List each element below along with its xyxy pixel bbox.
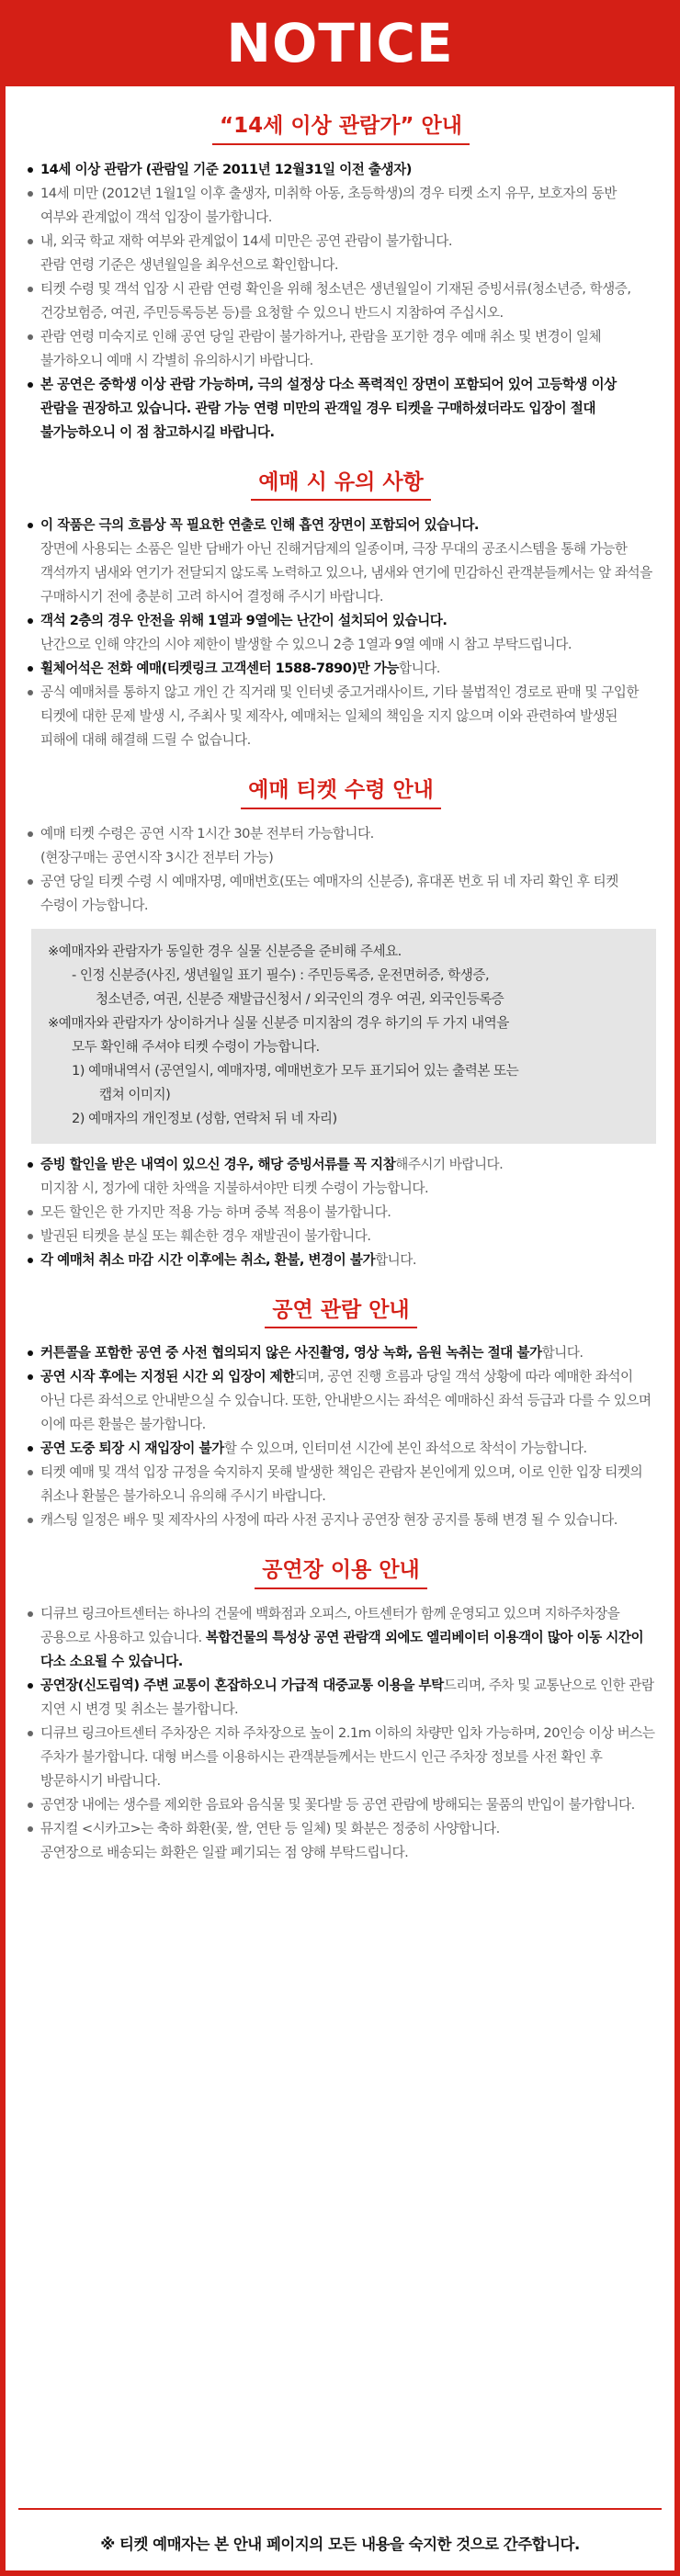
box-line: - 인정 신분증(사진, 생년월일 표기 필수) : 주민등록증, 운전면허증, 학생증,: [72, 966, 490, 983]
notice-item-text: 합니다.: [541, 1345, 584, 1361]
id-requirement-box: [31, 929, 656, 1144]
section-items: [26, 1341, 656, 1532]
notice-item-text: 티켓 예매 및 객석 입장 규정을 숙지하지 못해 발생한 책임은 관람자 본인에게 있으며, 이로 인한 입장 티켓의 취소나 환불은 불가하오니 유의해 주시기 바랍니다.: [40, 1464, 643, 1505]
section-venue-guide: [26, 1532, 656, 1865]
notice-item: [26, 1508, 656, 1532]
notice-item: [26, 1248, 656, 1272]
notice-item-text: 공식 예매처를 통하지 않고 개인 간 직거래 및 인터넷 중고거래사이트, 기타 불법적인 경로로 판매 및 구입한 티켓에 대한 문제 발생 시, 주최사 및 제작사, 예매처는 일체의 책임을 지지 않으며 이와 관련하여 발생된 피해에 대해 해결해 드릴 수 없습니다.: [40, 684, 639, 749]
notice-item: [26, 681, 656, 752]
section-viewing-guide: [26, 1272, 656, 1533]
notice-item: [26, 1793, 656, 1817]
section-booking-notes: [26, 445, 656, 753]
notice-item: [26, 277, 656, 325]
section-items: [26, 822, 656, 918]
notice-item-subtext: 장면에 사용되는 소품은 일반 담배가 아닌 진해거담제의 일종이며, 극장 무대의 공조시스템을 통해 가능한 객석까지 냄새와 연기가 전달되지 않도록 노력하고 있으나, 냄새와 연기에 민감하신 관객분들께서는 앞 좌석을 구매하시기 전에 충분히 고려 하시어 결정해 주시기 바랍니다.: [40, 541, 652, 605]
notice-item: [26, 1722, 656, 1793]
section-items: [26, 514, 656, 752]
notice-item: [26, 230, 656, 277]
notice-item-emphasis: 휠체어석은 전화 예매(티켓링크 고객센터 1588-7890)만 가능: [40, 661, 399, 677]
box-line: 2) 예매자의 개인정보 (성함, 연락처 뒤 네 자리): [72, 1110, 337, 1126]
notice-item-text: 디큐브 링크아트센터 주차장은 지하 주차장으로 높이 2.1m 이하의 차량만 입차 가능하며, 20인승 이상 버스는 주차가 불가합니다. 대형 버스를 이용하시는 관객분들께서는 반드시 인근 주차장 정보를 사전 확인 후 방문하시기 바랍니다.: [40, 1724, 655, 1789]
notice-item-emphasis: 복합건물의 특성상 공연 관람객 외에도 엘리베이터 이용객이 많아 이동 시간이 다소 소요될 수 있습니다.: [40, 1629, 644, 1669]
footer-divider: [18, 2508, 662, 2510]
box-line: 캡쳐 이미지): [99, 1086, 171, 1102]
notice-content: [6, 86, 674, 1865]
notice-item-subtext: 난간으로 인해 약간의 시야 제한이 발생할 수 있으니 2층 1열과 9열 예매 시 참고 부탁드립니다.: [40, 637, 572, 653]
section-ticket-pickup: [26, 752, 656, 1272]
notice-item-text: 해주시기 바랍니다.: [395, 1156, 504, 1172]
section-title: “14세 이상 관람가” 안내: [212, 114, 470, 145]
box-line: ※예매자와 관람자가 동일한 경우 실물 신분증을 준비해 주세요.: [48, 943, 402, 959]
notice-item-emphasis: 각 예매처 취소 마감 시간 이후에는 취소, 환불, 변경이 불가: [40, 1251, 376, 1268]
section-title: 예매 시 유의 사항: [251, 470, 431, 502]
notice-item: [26, 1437, 656, 1461]
notice-item: [26, 1674, 656, 1722]
notice-item-text: 모든 할인은 한 가지만 적용 가능 하며 중복 적용이 불가합니다.: [40, 1203, 391, 1220]
section-items: [26, 158, 656, 445]
box-line: 청소년증, 여권, 신분증 재발급신청서 / 외국인의 경우 여권, 외국인등록증: [96, 990, 504, 1007]
notice-item-text: 예매 티켓 수령은 공연 시작 1시간 30분 전부터 가능합니다.: [40, 825, 374, 842]
notice-item: [26, 373, 656, 445]
notice-item: [26, 1602, 656, 1674]
notice-item-text: 드리며, 주차 및 교통난으로 인한 관람 지연 시 변경 및 취소는 불가합니다.: [40, 1677, 654, 1717]
notice-item-text: 티켓 수령 및 객석 입장 시 관람 연령 확인을 위해 청소년은 생년월일이 기재된 증빙서류(청소년증, 학생증, 건강보험증, 여권, 주민등록등본 등)를 요청할 수 있으니 반드시 지참하여 주십시오.: [40, 280, 631, 321]
notice-item-text: 내, 외국 학교 재학 여부와 관계없이 14세 미만은 공연 관람이 불가합니다.: [40, 232, 452, 249]
notice-item-text: 캐스팅 일정은 배우 및 제작사의 사정에 따라 사전 공지나 공연장 현장 공지를 통해 변경 될 수 있습니다.: [40, 1512, 618, 1529]
notice-item: [26, 1461, 656, 1508]
notice-item-text: 발권된 티켓을 분실 또는 훼손한 경우 재발권이 불가합니다.: [40, 1227, 371, 1244]
box-line: 1) 예매내역서 (공연일시, 예매자명, 예매번호가 모두 표기되어 있는 출력본 또는: [72, 1062, 519, 1079]
notice-item-text: 공연장 내에는 생수를 제외한 음료와 음식물 및 꽃다발 등 공연 관람에 방해되는 물품의 반입이 불가합니다.: [40, 1796, 635, 1813]
notice-item-text: 공연 당일 티켓 수령 시 예매자명, 예매번호(또는 예매자의 신분증), 휴대폰 번호 뒤 네 자리 확인 후 티켓 수령이 가능합니다.: [40, 873, 618, 913]
notice-item-emphasis: 객석 2층의 경우 안전을 위해 1열과 9열에는 난간이 설치되어 있습니다.: [40, 613, 448, 629]
notice-item-subtext: 관람 연령 기준은 생년월일을 최우선으로 확인합니다.: [40, 256, 338, 273]
notice-item: [26, 657, 656, 681]
notice-item-emphasis: 공연 시작 후에는 지정된 시간 외 입장이 제한: [40, 1369, 295, 1385]
notice-item-subtext: 미지참 시, 정가에 대한 차액을 지불하셔야만 티켓 수령이 가능합니다.: [40, 1180, 429, 1196]
notice-item-emphasis: 이 작품은 극의 흐름상 꼭 필요한 연출로 인해 흡연 장면이 포함되어 있습니다.: [40, 517, 479, 534]
notice-item-text: 합니다.: [399, 661, 440, 677]
notice-item: [26, 182, 656, 230]
notice-item: [26, 158, 656, 182]
notice-item: [26, 1341, 656, 1365]
notice-item-subtext: (현장구매는 공연시작 3시간 전부터 가능): [40, 849, 274, 865]
notice-item-text: 되며, 공연 진행 흐름과 당일 객석 상황에 따라 예매한 좌석이 아닌 다른 좌석으로 안내받으실 수 있습니다. 또한, 안내받으시는 좌석은 예매하신 좌석 등급과 다를 수 있으며 이에 따른 환불은 불가합니다.: [40, 1369, 652, 1433]
notice-banner: [6, 0, 674, 86]
banner-title: NOTICE: [226, 12, 454, 74]
section-age-rating: [26, 86, 656, 445]
notice-item-text: 디큐브 링크아트센터는 하나의 건물에 백화점과 오피스, 아트센터가 함께 운영되고 있으며 지하주차장을 공용으로 사용하고 있습니다.: [40, 1605, 620, 1645]
notice-item: [26, 514, 656, 609]
notice-item: [26, 1201, 656, 1225]
notice-item-emphasis: 본 공연은 중학생 이상 관람 가능하며, 극의 설정상 다소 폭력적인 장면이 포함되어 있어 고등학생 이상 관람을 권장하고 있습니다. 관람 가능 연령 미만의 관객일 경우 티켓을 구매하셨더라도 입장이 절대 불가능하오니 이 점 참고하시길 바랍니다.: [40, 376, 617, 440]
notice-item: [26, 822, 656, 870]
notice-item: [26, 1817, 656, 1865]
notice-item-text: 합니다.: [375, 1251, 416, 1268]
section-items: [26, 1153, 656, 1272]
footer-note: ※ 티켓 예매자는 본 안내 페이지의 모든 내용을 숙지한 것으로 간주합니다.: [100, 2536, 580, 2553]
notice-item: [26, 325, 656, 373]
notice-item-text: 뮤지컬 <시카고>는 축하 화환(꽃, 쌀, 연탄 등 일체) 및 화분은 정중히 사양합니다.: [40, 1820, 500, 1836]
section-items: [26, 1602, 656, 1865]
notice-item: [26, 1365, 656, 1437]
notice-item-emphasis: 공연장(신도림역) 주변 교통이 혼잡하오니 가급적 대중교통 이용을 부탁: [40, 1677, 444, 1693]
notice-item: [26, 870, 656, 918]
section-title: 예매 티켓 수령 안내: [241, 778, 441, 809]
notice-item-emphasis: 커튼콜을 포함한 공연 중 사전 협의되지 않은 사진촬영, 영상 녹화, 음원 녹취는 절대 불가: [40, 1345, 542, 1361]
notice-item-text: 14세 미만 (2012년 1월1일 이후 출생자, 미취학 아동, 초등학생)의 경우 티켓 소지 유무, 보호자의 동반 여부와 관계없이 객석 입장이 불가합니다.: [40, 185, 617, 225]
box-line: 모두 확인해 주셔야 티켓 수령이 가능합니다.: [72, 1038, 320, 1055]
notice-item: [26, 1225, 656, 1248]
notice-item-emphasis: 증빙 할인을 받은 내역이 있으신 경우, 해당 증빙서류를 꼭 지참: [40, 1156, 396, 1172]
notice-item-subtext: 공연장으로 배송되는 화환은 일괄 폐기되는 점 양해 부탁드립니다.: [40, 1844, 409, 1860]
section-title: 공연장 이용 안내: [255, 1558, 427, 1589]
notice-item-text: 관람 연령 미숙지로 인해 공연 당일 관람이 불가하거나, 관람을 포기한 경우 예매 취소 및 변경이 일체 불가하오니 예매 시 각별히 유의하시기 바랍니다.: [40, 328, 602, 368]
notice-item-emphasis: 공연 도중 퇴장 시 재입장이 불가: [40, 1441, 224, 1457]
notice-item: [26, 1153, 656, 1201]
box-line: ※예매자와 관람자가 상이하거나 실물 신분증 미지참의 경우 하기의 두 가지 내역을: [48, 1014, 509, 1031]
section-title: 공연 관람 안내: [265, 1298, 416, 1329]
notice-item: [26, 609, 656, 657]
notice-item-emphasis: 14세 이상 관람가 (관람일 기준 2011년 12월31일 이전 출생자): [40, 161, 412, 177]
notice-item-text: 할 수 있으며, 인터미션 시간에 본인 좌석으로 착석이 가능합니다.: [223, 1441, 587, 1457]
